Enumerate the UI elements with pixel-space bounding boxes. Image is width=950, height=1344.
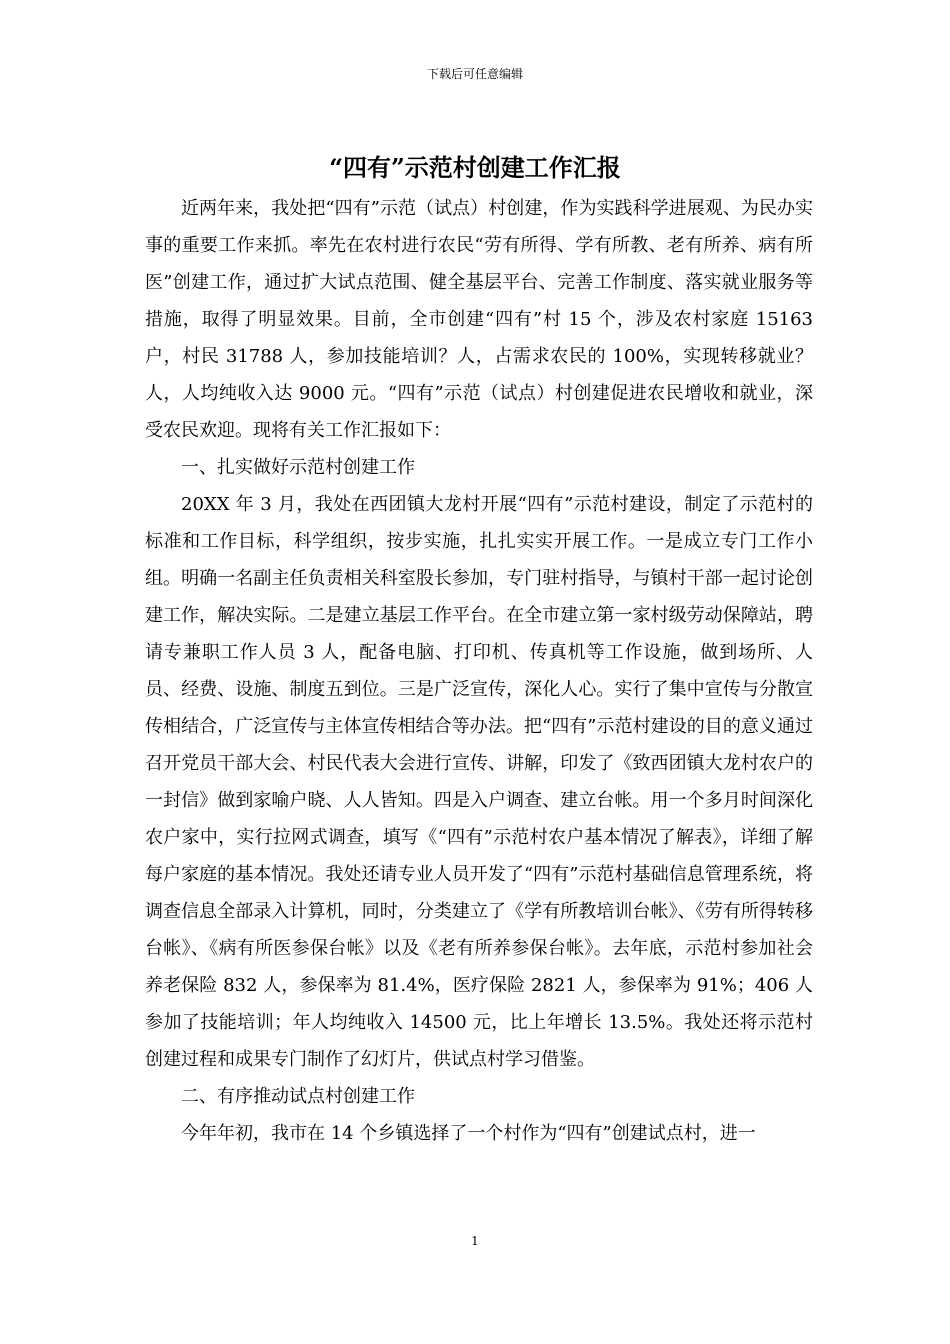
document-title: “四有”示范村创建工作汇报 bbox=[329, 153, 621, 182]
section-heading-2: 二、有序推动试点村创建工作 bbox=[181, 1086, 415, 1107]
document-body bbox=[145, 190, 813, 1152]
intro-paragraph: 近两年来，我处把“四有”示范（试点）村创建，作为实践科学进展观、为民办实事的重要工作来抓。率先在农村进行农民“劳有所得、学有所教、老有所养、病有所医”创建工作，通过扩大试点范围、健全基层平台、完善工作制度、落实就业服务等措施，取得了明显效果。目前，全市创建“四有”村 15 个，涉及农村家庭 15163 户，村民 31788 人，参加技能培训？人，占需求农民的 100%，实现转移就业？人，人均纯收入达 9000 元。“四有”示范（试点）村创建促进农民增收和就业，深受农民欢迎。现将有关工作汇报如下： bbox=[145, 198, 813, 441]
header-note: 下载后可任意编辑 bbox=[426, 67, 523, 81]
page-number: 1 bbox=[471, 1234, 479, 1248]
section-2-paragraph: 今年年初，我市在 14 个乡镇选择了一个村作为“四有”创建试点村，进一 bbox=[181, 1123, 756, 1144]
section-1-paragraph: 20XX 年 3 月，我处在西团镇大龙村开展“四有”示范村建设，制定了示范村的标准和工作目标，科学组织，按步实施，扎扎实实开展工作。一是成立专门工作小组。明确一名副主任负责相关科室股长参加，专门驻村指导，与镇村干部一起讨论创建工作，解决实际。二是建立基层工作平台。在全市建立第一家村级劳动保障站，聘请专兼职工作人员 3 人，配备电脑、打印机、传真机等工作设施，做到场所、人员、经费、设施、制度五到位。三是广泛宣传，深化人心。实行了集中宣传与分散宣传相结合，广泛宣传与主体宣传相结合等办法。把“四有”示范村建设的目的意义通过召开党员干部大会、村民代表大会进行宣传、讲解，印发了《致西团镇大龙村农户的一封信》做到家喻户晓、人人皆知。四是入户调查、建立台帐。用一个多月时间深化农户家中，实行拉网式调查，填写《“四有”示范村农户基本情况了解表》，详细了解每户家庭的基本情况。我处还请专业人员开发了“四有”示范村基础信息管理系统，将调查信息全部录入计算机，同时，分类建立了《学有所教培训台帐》、《劳有所得转移台帐》、《病有所医参保台帐》以及《老有所养参保台帐》。去年底，示范村参加社会养老保险 832 人，参保率为 81.4%，医疗保险 2821 人，参保率为 91%；406 人参加了技能培训；年人均纯收入 14500 元，比上年增长 13.5%。我处还将示范村创建过程和成果专门制作了幻灯片，供试点村学习借鉴。 bbox=[145, 494, 813, 1070]
section-heading-1: 一、扎实做好示范村创建工作 bbox=[181, 457, 415, 478]
